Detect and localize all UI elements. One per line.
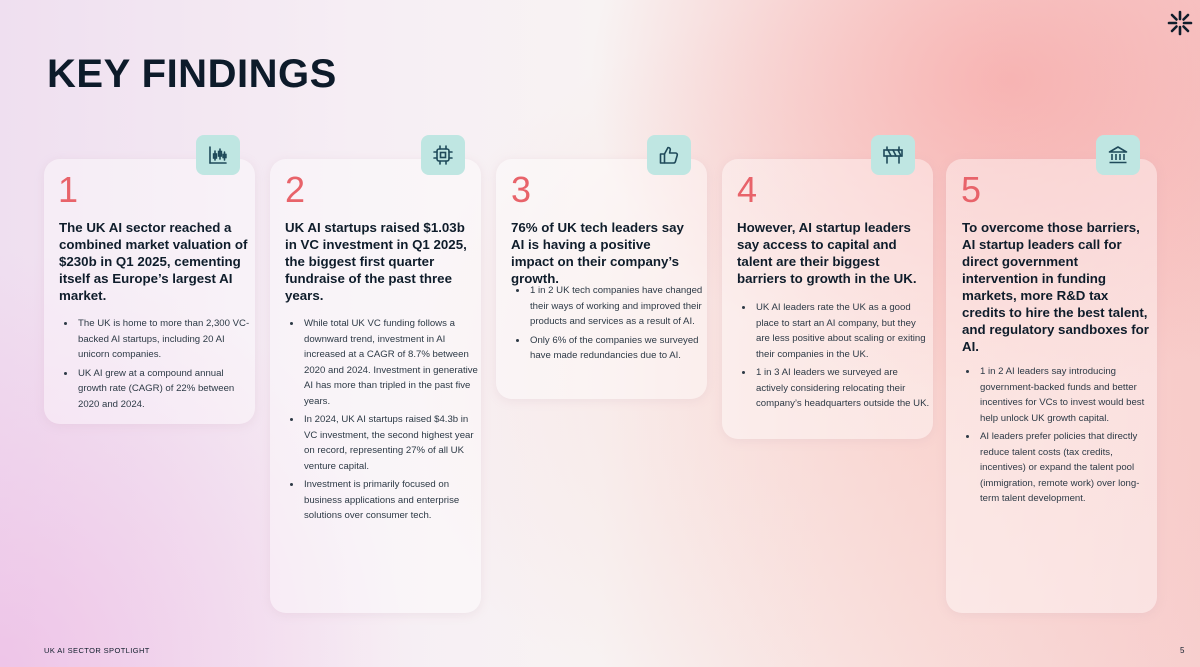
roadblock-icon: [871, 135, 915, 175]
list-item: • UK AI grew at a compound annual growth rate (CAGR) of 22% between 2020 and 2024.: [76, 366, 254, 413]
finding-number: 2: [285, 169, 306, 210]
finding-bullets: [964, 364, 1156, 510]
finding-headline: UK AI startups raised $1.03b in VC investment in Q1 2025, the biggest first quarter fundraise of the past three years.: [285, 220, 467, 303]
list-item: • UK AI leaders rate the UK as a good place to start an AI company, but they are less positive about scaling or exiting their companies in the UK.: [754, 300, 932, 362]
finding-bullets: [740, 300, 932, 415]
finding-headline: The UK AI sector reached a combined market valuation of $230b in Q1 2025, cementing itself as Europe’s largest AI market.: [59, 220, 248, 303]
list-item: • Investment is primarily focused on business applications and enterprise solutions over consumer tech.: [302, 477, 482, 524]
finding-number: 4: [737, 169, 758, 210]
list-item: • AI leaders prefer policies that directly reduce talent costs (tax credits, incentives) or expand the talent pool (immigration, remote work) over long-term talent development.: [978, 429, 1156, 507]
list-item: • 1 in 2 AI leaders say introducing government-backed funds and better incentives for VCs to invest would best help unlock UK growth capital.: [978, 364, 1156, 426]
list-item: • In 2024, UK AI startups raised $4.3b in VC investment, the second highest year on record, representing 27% of all UK venture capital.: [302, 412, 482, 474]
page-title: KEY FINDINGS: [47, 52, 337, 96]
list-item: • While total UK VC funding follows a downward trend, investment in AI increased at a CAGR of 8.7% between 2020 and 2024. Investment in generative AI has more than tripled in the past five years.: [302, 316, 482, 409]
finding-number: 1: [58, 169, 79, 210]
finding-headline: 76% of UK tech leaders say AI is having a positive impact on their company’s growth.: [511, 220, 684, 286]
finding-number: 5: [961, 169, 982, 210]
list-item: • Only 6% of the companies we surveyed have made redundancies due to AI.: [528, 333, 706, 364]
finding-bullets: [288, 316, 482, 527]
chip-icon: [421, 135, 465, 175]
finding-headline: However, AI startup leaders say access to capital and talent are their biggest barriers to growth in the UK.: [737, 220, 917, 286]
finding-bullets: [514, 283, 706, 367]
chart-candlestick-icon: [196, 135, 240, 175]
finding-number: 3: [511, 169, 532, 210]
page-number: 5: [1180, 646, 1185, 655]
bank-icon: [1096, 135, 1140, 175]
brand-logo-icon: [1167, 10, 1193, 36]
finding-bullets: [62, 316, 254, 415]
list-item: • 1 in 3 AI leaders we surveyed are actively considering relocating their company’s headquarters outside the UK.: [754, 365, 932, 412]
finding-headline: To overcome those barriers, AI startup leaders call for direct government intervention in funding markets, more R&D tax credits to hire the best talent, and regulatory sandboxes for AI.: [962, 220, 1149, 354]
footer-report-title: UK AI SECTOR SPOTLIGHT: [44, 646, 150, 655]
thumbs-up-icon: [647, 135, 691, 175]
list-item: • The UK is home to more than 2,300 VC-backed AI startups, including 20 AI unicorn companies.: [76, 316, 254, 363]
list-item: • 1 in 2 UK tech companies have changed their ways of working and improved their products and services as a result of AI.: [528, 283, 706, 330]
